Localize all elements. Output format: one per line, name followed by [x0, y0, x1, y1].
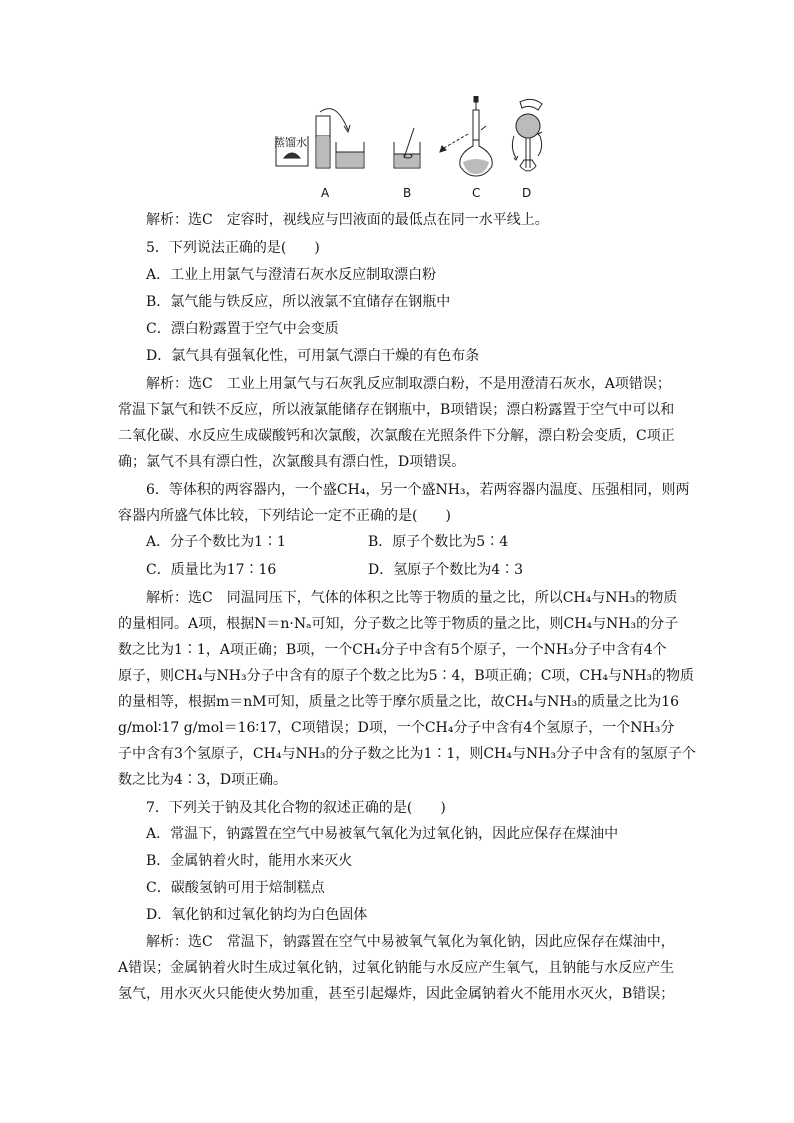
question-6-option-c: C．质量比为17∶16 [146, 562, 277, 578]
question-6-option-a: A．分子个数比为1∶1 [146, 534, 286, 550]
figure-label-b: B [403, 186, 412, 200]
question-7-stem: 7．下列关于钠及其化合物的叙述正确的是( ) [146, 800, 446, 816]
question-5-option-d: D．氯气具有强氧化性，可用氯气漂白干燥的有色布条 [146, 348, 480, 364]
answer-7-explanation-line: 氢气，用水灭火只能使火势加重，甚至引起爆炸，因此金属钠着火不能用水灭火，B错误； [118, 986, 675, 1002]
answer-6-explanation-line: 数之比为4∶3，D项正确。 [118, 772, 288, 788]
answer-4-explanation: 解析：选C 定容时，视线应与凹液面的最低点在同一水平线上。 [146, 212, 549, 228]
answer-5-explanation-line: 二氧化碳、水反应生成碳酸钙和次氯酸，次氯酸在光照条件下分解，漂白粉会变质，C项正 [118, 428, 675, 444]
question-7-option-a: A．常温下，钠露置在空气中易被氧气氧化为过氧化钠，因此应保存在煤油中 [146, 826, 619, 842]
figure-label-a: A [321, 186, 330, 200]
question-5-option-c: C．漂白粉露置于空气中会变质 [146, 321, 339, 337]
apparatus-figure [270, 96, 550, 206]
question-6-option-d: D．氢原子个数比为4∶3 [368, 562, 524, 578]
answer-5-explanation-line: 常温下氯气和铁不反应，所以液氯能储存在钢瓶中，B项错误；漂白粉露置于空气中可以和 [118, 402, 675, 418]
answer-6-explanation-line: 的量相同。A项，根据N＝n·Nₐ可知，分子数之比等于物质的量之比，则CH₄与NH₃的分子 [118, 616, 679, 632]
question-6-option-b: B．原子个数比为5∶4 [368, 534, 509, 550]
apparatus-drawing [270, 96, 550, 178]
figure-label-c: C [472, 186, 481, 200]
figure-label-d: D [522, 186, 532, 200]
question-5-stem: 5．下列说法正确的是( ) [146, 240, 320, 256]
answer-5-explanation-line: 确；氯气不具有漂白性，次氯酸具有漂白性，D项错误。 [118, 454, 466, 470]
question-6-stem-line: 6．等体积的两容器内，一个盛CH₄，另一个盛NH₃，若两容器内温度、压强相同，则两 [146, 482, 690, 498]
question-5-option-b: B．氯气能与铁反应，所以液氯不宜储存在钢瓶中 [146, 294, 451, 310]
answer-6-explanation-line: 解析：选C 同温同压下，气体的体积之比等于物质的量之比，所以CH₄与NH₃的物质 [146, 590, 678, 606]
answer-6-explanation-line: 原子，则CH₄与NH₃分子中含有的原子个数之比为5∶4，B项正确；C项，CH₄与NH₃的物质 [118, 668, 695, 684]
question-6-stem-line: 容器内所盛气体比较，下列结论一定不正确的是( ) [118, 508, 451, 524]
distilled-water-label: 蒸馏水 [274, 136, 307, 149]
answer-7-explanation-line: A错误；金属钠着火时生成过氧化钠，过氧化钠能与水反应产生氧气，且钠能与水反应产生 [118, 960, 675, 976]
answer-6-explanation-line: 的量相等，根据m＝nM可知，质量之比等于摩尔质量之比，故CH₄与NH₃的质量之比为16 [118, 694, 680, 710]
answer-7-explanation-line: 解析：选C 常温下，钠露置在空气中易被氧气氧化为氧化钠，因此应保存在煤油中， [146, 934, 675, 950]
answer-5-explanation-line: 解析：选C 工业上用氯气与石灰乳反应制取漂白粉，不是用澄清石灰水，A项错误； [146, 376, 671, 392]
question-7-option-b: B．金属钠着火时，能用水来灭火 [146, 853, 353, 869]
question-7-option-d: D．氧化钠和过氧化钠均为白色固体 [146, 907, 368, 923]
question-5-option-a: A．工业上用氯气与澄清石灰水反应制取漂白粉 [146, 267, 437, 283]
question-7-option-c: C．碳酸氢钠可用于焙制糕点 [146, 880, 325, 896]
answer-6-explanation-line: g/mol∶17 g/mol＝16∶17，C项错误；D项，一个CH₄分子中含有4个氢原子，一个NH₃分 [118, 720, 675, 736]
answer-6-explanation-line: 数之比为1∶1，A项正确；B项，一个CH₄分子中含有5个原子，一个NH₃分子中含有4个 [118, 642, 667, 658]
answer-6-explanation-line: 子中含有3个氢原子，CH₄与NH₃的分子数之比为1∶1，则CH₄与NH₃分子中含有的氢原子个 [118, 746, 696, 762]
